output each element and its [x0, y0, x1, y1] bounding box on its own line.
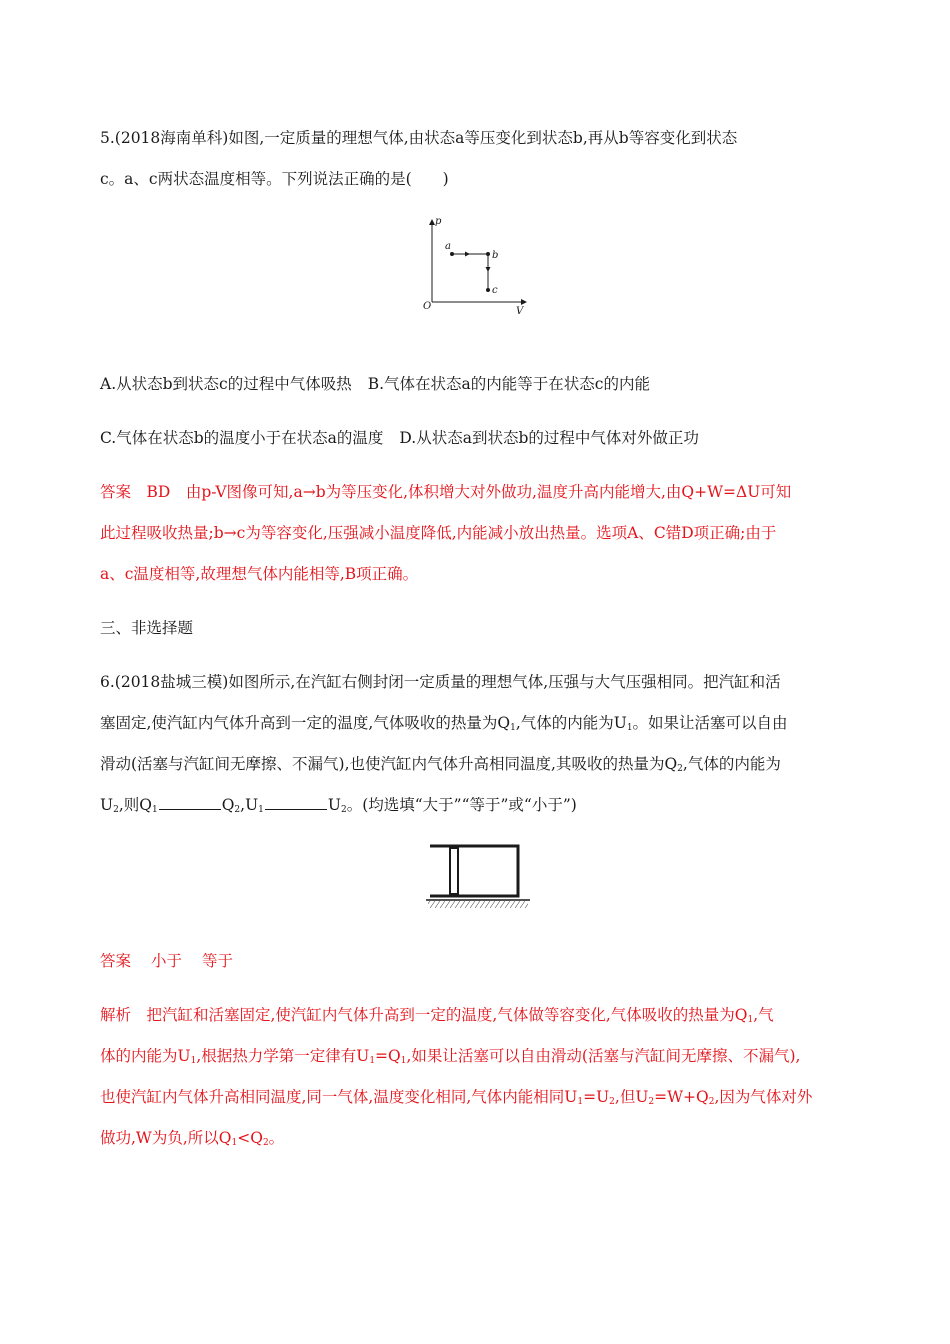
- q5-stem-line1: 5.(2018海南单科)如图,一定质量的理想气体,由状态a等压变化到状态b,再从b等容变化到状态: [100, 129, 738, 147]
- q6-explanation-line1: 解析 把汽缸和活塞固定,使汽缸内气体升高到一定的温度,气体做等容变化,气体吸收的热量为$Q_1$,气: [100, 1006, 774, 1025]
- q5-options-cd: [100, 428, 699, 448]
- answer-1: 小于: [151, 952, 183, 970]
- section-heading: 三、非选择题: [100, 619, 194, 637]
- point-a: [450, 252, 454, 256]
- pv-diagram: [420, 214, 532, 320]
- cylinder-wall: [430, 846, 518, 896]
- point-c: [486, 288, 490, 292]
- q6-answer: 答案 小于 等于: [100, 952, 234, 970]
- q6-stem-line4: $U_2$,则$Q_1$ $Q_2,U_1$ $U_2$。(均选填“大于”“等于”或“小于”): [100, 796, 577, 815]
- label-a: a: [445, 241, 451, 252]
- q5-answer-line1: 答案 BD 由p-V图像可知,a→b为等压变化,体积增大对外做功,温度升高内能增大,由Q+W=ΔU可知: [100, 483, 792, 501]
- q6-stem-line2: 塞固定,使汽缸内气体升高到一定的温度,气体吸收的热量为$Q_1$,气体的内能为$U_1$。如果让活塞可以自由: [100, 714, 788, 733]
- q6-explanation-line2: 体的内能为$U_1$,根据热力学第一定律有$U_1=Q_1$,如果让活塞可以自由滑动(活塞与汽缸间无摩擦、不漏气),: [100, 1047, 801, 1066]
- q5-options-ab: [100, 374, 650, 394]
- p-axis-label: p: [435, 216, 442, 227]
- q5-stem-line2: c。a、c两状态温度相等。下列说法正确的是( ): [100, 170, 449, 188]
- point-b: [486, 252, 490, 256]
- v-axis-label: V: [516, 306, 524, 317]
- q6-stem-line1: 6.(2018盐城三模)如图所示,在汽缸右侧封闭一定质量的理想气体,压强与大气压强相同。把汽缸和活: [100, 673, 781, 691]
- blank-1[interactable]: [159, 795, 221, 810]
- ground-hatch: [428, 901, 528, 908]
- q5-answer-line3: a、c温度相等,故理想气体内能相等,B项正确。: [100, 565, 419, 583]
- cylinder-diagram: [426, 842, 530, 910]
- q5-answer-line2: 此过程吸收热量;b→c为等容变化,压强减小温度降低,内能减小放出热量。选项A、C错D项正确;由于: [100, 524, 777, 542]
- answer-2: 等于: [202, 952, 234, 970]
- q6-stem-line3: 滑动(活塞与汽缸间无摩擦、不漏气),也使汽缸内气体升高相同温度,其吸收的热量为$Q_2$,气体的内能为: [100, 755, 781, 774]
- q6-explanation-line4: 做功,W为负,所以$Q_1<Q_2$。: [100, 1129, 285, 1148]
- option-c: C.气体在状态b的温度小于在状态a的温度: [100, 429, 384, 447]
- origin-label: O: [423, 301, 432, 312]
- label-c: c: [492, 285, 498, 296]
- blank-2[interactable]: [265, 795, 327, 810]
- option-b: B.气体在状态a的内能等于在状态c的内能: [367, 375, 650, 393]
- option-a: A.从状态b到状态c的过程中气体吸热: [100, 375, 352, 393]
- option-d: D.从状态a到状态b的过程中气体对外做正功: [399, 429, 699, 447]
- piston: [450, 848, 458, 894]
- q6-explanation-line3: 也使汽缸内气体升高相同温度,同一气体,温度变化相同,气体内能相同$U_1=U_2$,但$U_2=W+Q_2$,因为气体对外: [100, 1088, 813, 1107]
- label-b: b: [492, 250, 499, 261]
